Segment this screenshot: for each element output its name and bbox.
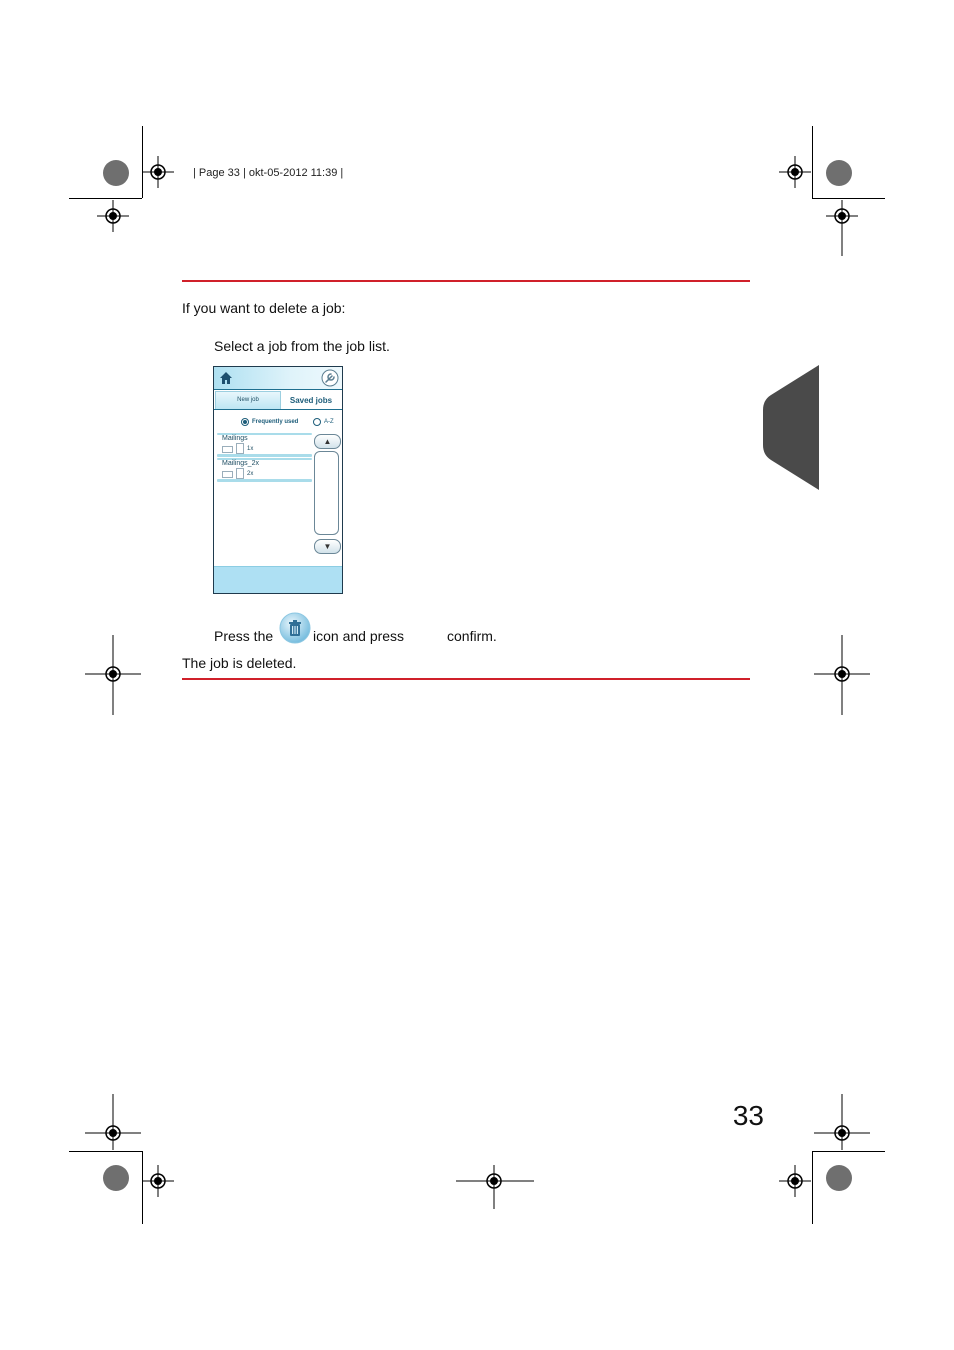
tab-new-job[interactable]: New job xyxy=(215,391,281,410)
crosshair-icon xyxy=(814,635,870,715)
job-count: 1x xyxy=(247,446,254,452)
crosshair-icon xyxy=(142,156,174,188)
tab-divider xyxy=(214,409,342,410)
envelope-icon xyxy=(222,446,233,453)
job-count: 2x xyxy=(247,471,254,477)
tab-saved-jobs[interactable]: Saved jobs xyxy=(289,396,333,405)
list-item[interactable] xyxy=(217,458,312,480)
result-text: The job is deleted. xyxy=(182,655,297,671)
radio-a-z[interactable] xyxy=(313,418,321,426)
job-name: Mailings xyxy=(222,435,248,442)
intro-text: If you want to delete a job: xyxy=(182,300,346,316)
step-2-part-3: confirm. xyxy=(447,628,497,644)
list-item-bottom-bar xyxy=(217,454,312,457)
section-rule-bottom xyxy=(182,678,750,680)
crosshair-icon xyxy=(456,1165,534,1209)
chapter-tab xyxy=(763,365,819,490)
print-header-info: | Page 33 | okt-05-2012 11:39 | xyxy=(193,167,344,179)
section-rule-top xyxy=(182,280,750,282)
job-list-screen xyxy=(213,366,343,594)
registration-dot xyxy=(826,160,852,186)
scrollbar-track[interactable] xyxy=(314,451,339,535)
registration-dot xyxy=(103,1165,129,1191)
crop-line xyxy=(69,198,142,199)
radio-a-z-label: A-Z xyxy=(324,419,334,425)
job-name: Mailings_2x xyxy=(222,460,259,467)
crop-line xyxy=(69,1151,142,1152)
home-icon[interactable] xyxy=(219,371,233,385)
screen-top-bar xyxy=(214,367,342,390)
crosshair-icon xyxy=(85,635,141,715)
radio-frequently-used-label: Frequently used xyxy=(252,419,299,425)
crosshair-icon xyxy=(779,156,811,188)
crop-line xyxy=(812,126,813,198)
screen-bottom-bar xyxy=(214,566,342,594)
document-icon xyxy=(236,443,244,454)
crosshair-icon xyxy=(85,1094,141,1150)
list-item-bottom-bar xyxy=(217,479,312,482)
step-1-text: Select a job from the job list. xyxy=(214,338,390,354)
radio-frequently-used[interactable] xyxy=(241,418,249,426)
step-2-part-2: icon and press xyxy=(313,628,405,644)
crop-line xyxy=(812,1151,813,1224)
scroll-down-button[interactable]: ▼ xyxy=(314,539,341,554)
registration-dot xyxy=(103,160,129,186)
page-number: 33 xyxy=(732,1100,764,1131)
document-icon xyxy=(236,468,244,479)
crosshair-icon xyxy=(779,1165,811,1197)
registration-dot xyxy=(826,1165,852,1191)
crosshair-icon xyxy=(97,200,129,232)
crosshair-icon xyxy=(826,200,858,256)
scroll-up-button[interactable]: ▲ xyxy=(314,434,341,449)
envelope-icon xyxy=(222,471,233,478)
crosshair-icon xyxy=(142,1165,174,1197)
trash-icon xyxy=(279,612,311,644)
list-item[interactable] xyxy=(217,433,312,455)
crop-line xyxy=(812,1151,885,1152)
step-2-part-1: Press the xyxy=(214,628,274,644)
wrench-icon[interactable] xyxy=(321,369,339,387)
crosshair-icon xyxy=(814,1094,870,1150)
crop-line xyxy=(812,198,885,199)
